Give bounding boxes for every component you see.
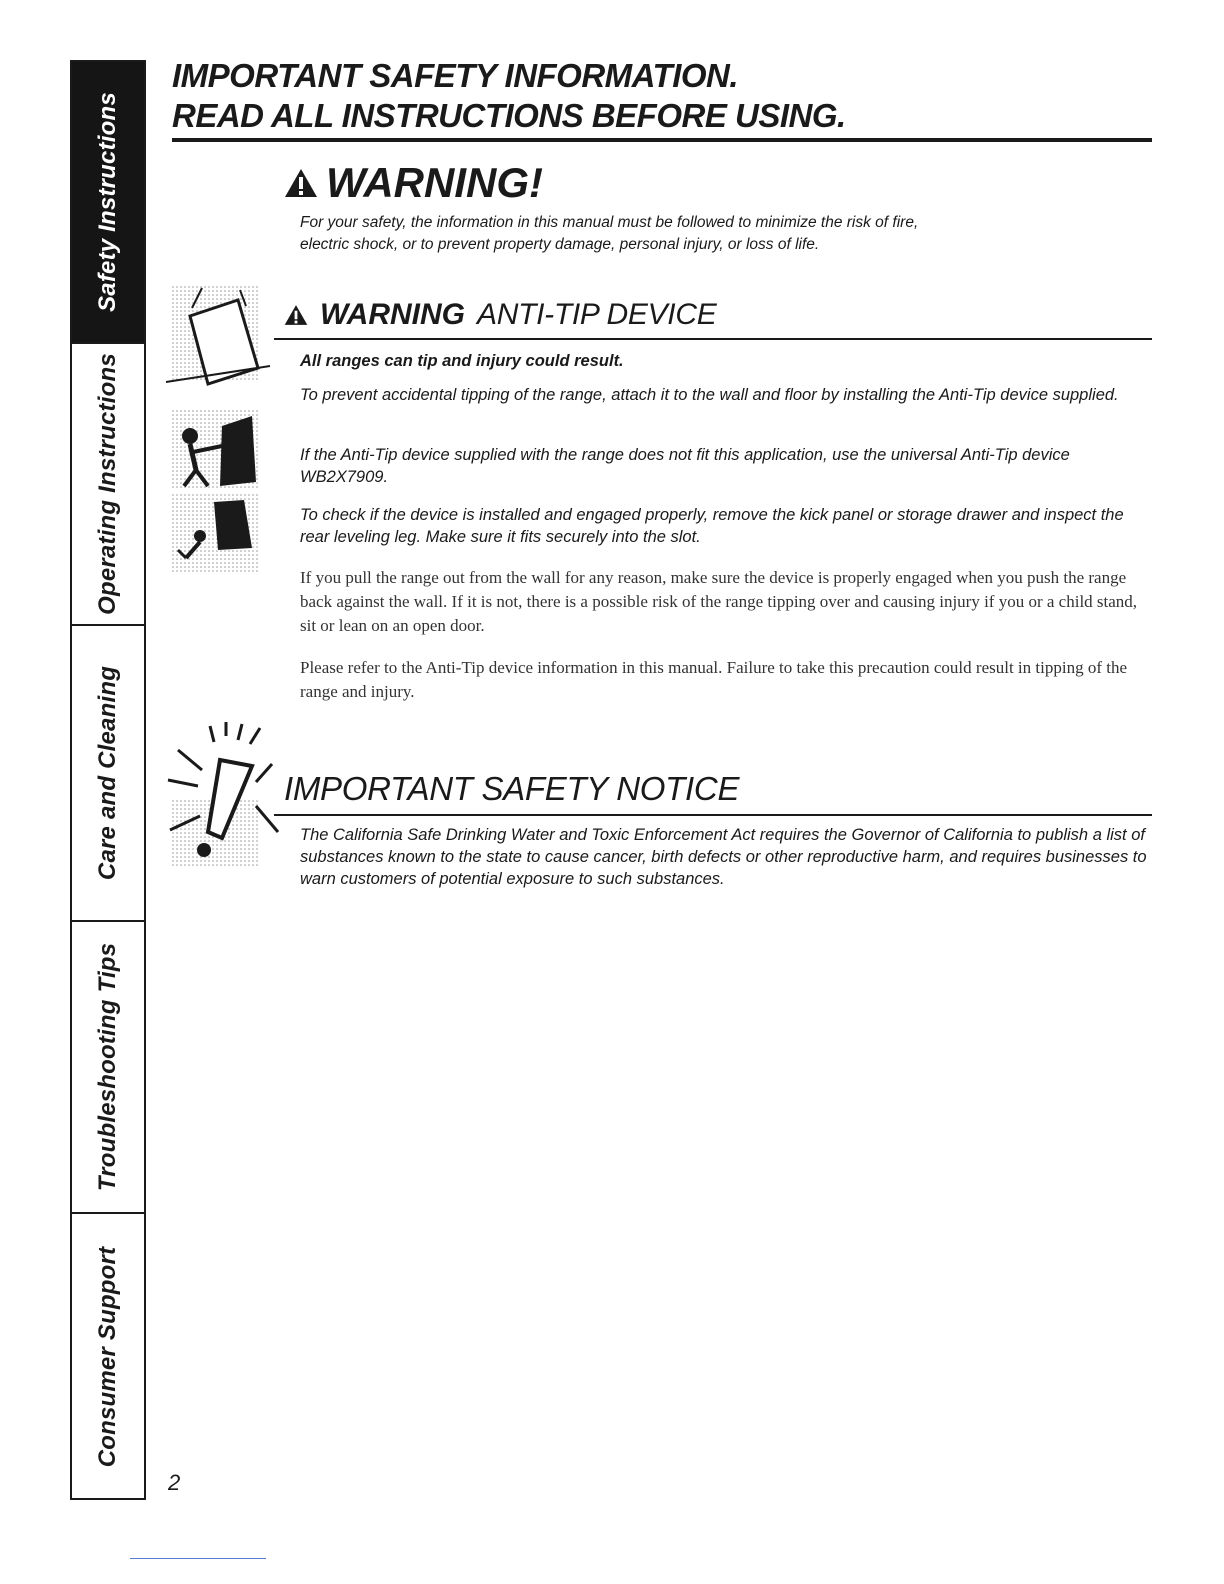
tab-label: Troubleshooting Tips [94, 942, 121, 1192]
warning-text-line-1: For your safety, the information in this manual must be followed to minimize the risk of fire, [300, 214, 919, 231]
warning-heading [284, 158, 543, 208]
anti-tip-heading [284, 298, 716, 332]
header-rule [172, 138, 1152, 142]
tab-consumer-support[interactable] [72, 1214, 144, 1500]
anti-tip-rule [274, 338, 1152, 340]
notice-rule [274, 814, 1152, 816]
tab-label: Safety Instructions [94, 92, 121, 312]
anti-tip-paragraph-2: If the Anti-Tip device supplied with the range does not fit this application, use the universal Anti-Tip device WB2X7909. [300, 446, 1070, 486]
tab-label: Care and Cleaning [94, 665, 121, 881]
header-line-1: IMPORTANT SAFETY INFORMATION. [172, 57, 739, 94]
footer-line [130, 1558, 266, 1559]
anti-tip-paragraph-5: Please refer to the Anti-Tip device information in this manual. Failure to take this precaution could result in tipping of the range and injury. [300, 658, 1127, 701]
anti-tip-lead: All ranges can tip and injury could result. [300, 352, 624, 370]
anti-tip-title-bold: WARNING [320, 298, 465, 331]
side-tab-strip [70, 60, 146, 1500]
tab-safety-instructions[interactable] [72, 62, 144, 344]
exclamation-notice-icon [160, 720, 290, 870]
warning-triangle-icon [284, 304, 308, 326]
page-header [172, 56, 1152, 136]
anti-tip-illustration [160, 286, 280, 586]
notice-text: The California Safe Drinking Water and Toxic Enforcement Act requires the Governor of California to publish a list of substances known to the state to cause cancer, birth defects or other reproductive harm, and requires businesses to warn customers of potential exposure to such substances. [300, 826, 1147, 888]
tab-troubleshooting-tips[interactable] [72, 922, 144, 1214]
notice-title: IMPORTANT SAFETY NOTICE [284, 770, 740, 807]
anti-tip-paragraph-4: If you pull the range out from the wall for any reason, make sure the device is properly engaged when you push the range back against the wall. If it is not, there is a possible risk of the range tipping over and causing injury if you or a child stand, sit or lean on an open door. [300, 568, 1138, 635]
tab-label: Consumer Support [94, 1246, 121, 1468]
warning-title: WARNING! [326, 159, 543, 206]
header-line-2: READ ALL INSTRUCTIONS BEFORE USING. [172, 97, 846, 134]
anti-tip-paragraph-3: To check if the device is installed and engaged properly, remove the kick panel or storage drawer and inspect the rear leveling leg. Make sure it fits securely into the slot. [300, 506, 1124, 546]
tab-care-and-cleaning[interactable] [72, 626, 144, 922]
anti-tip-paragraph-1: To prevent accidental tipping of the range, attach it to the wall and floor by installing the Anti-Tip device supplied. [300, 386, 1119, 404]
warning-text [300, 212, 1120, 256]
warning-text-line-2: electric shock, or to prevent property damage, personal injury, or loss of life. [300, 236, 820, 253]
tab-operating-instructions[interactable] [72, 344, 144, 626]
page-number: 2 [168, 1470, 181, 1495]
tab-label: Operating Instructions [94, 353, 121, 615]
notice-heading [284, 770, 739, 808]
anti-tip-title-light: ANTI-TIP DEVICE [477, 298, 717, 331]
warning-triangle-icon [284, 168, 318, 198]
